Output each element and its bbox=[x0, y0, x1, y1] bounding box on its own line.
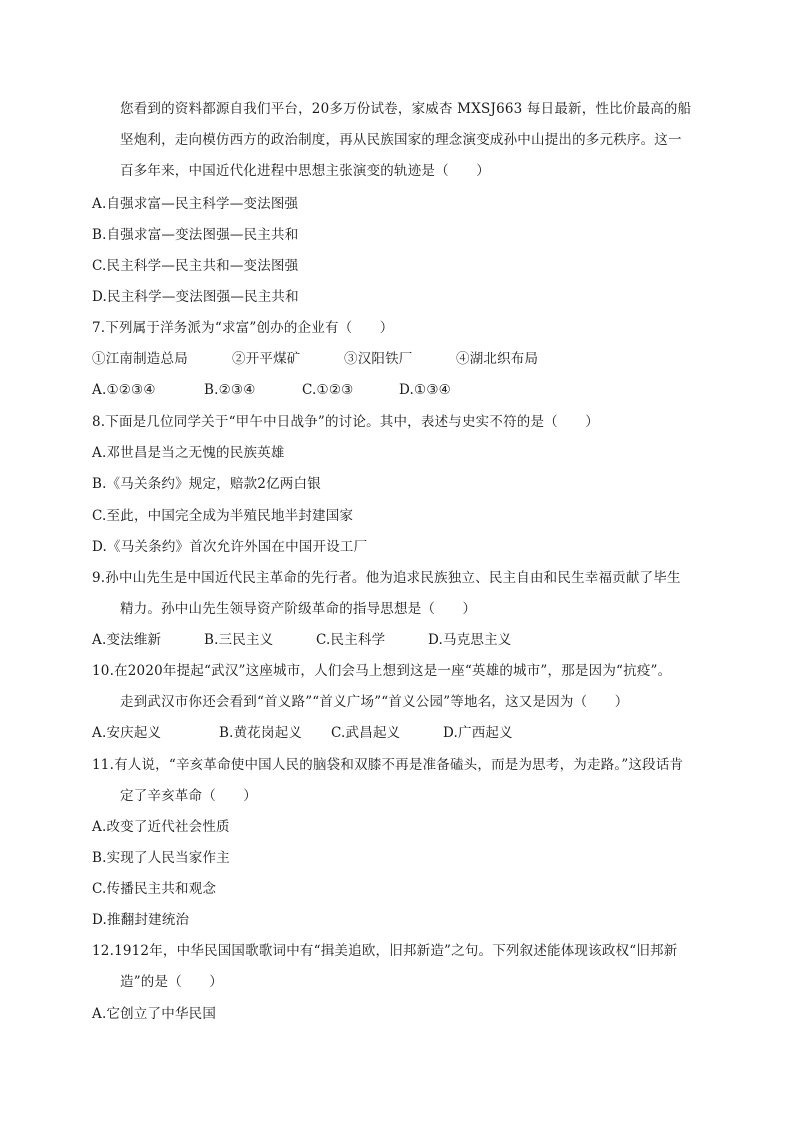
q10-option-b: B.黄花岗起义 bbox=[219, 725, 303, 741]
q8-option-a: A.邓世昌是当之无愧的民族英雄 bbox=[92, 445, 285, 461]
q10-option-d: D.广西起义 bbox=[443, 725, 513, 741]
q7-stem: 7.下列属于洋务派为“求富”创办的企业有（ ） bbox=[92, 320, 394, 336]
q9-options-row bbox=[92, 630, 512, 650]
q11-option-b: B.实现了人民当家作主 bbox=[92, 850, 230, 866]
q9-stem-line-1: 9.孙中山先生是中国近代民主革命的先行者。他为追求民族独立、民主自由和民生幸福贡献了毕生 bbox=[92, 570, 681, 586]
q7-item-4: ④湖北织布局 bbox=[456, 351, 539, 367]
q8-stem: 8.下面是几位同学关于“甲午中日战争”的讨论。其中，表述与史实不符的是（ ） bbox=[92, 414, 599, 430]
q7-item-3: ③汉阳铁厂 bbox=[344, 351, 413, 367]
q10-stem-line-1: 10.在2020年提起“武汉”这座城市，人们会马上想到这是一座“英雄的城市”，那是因为“抗疫”。 bbox=[92, 663, 672, 679]
q11-option-c: C.传播民主共和观念 bbox=[92, 881, 217, 897]
q7-option-d: D.①③④ bbox=[399, 382, 451, 398]
intro-option-d: D.民主科学—变法图强—民主共和 bbox=[92, 289, 299, 305]
intro-line-1: 您看到的资料都源自我们平台，20多万份试卷，家威杏 MXSJ663 每日最新，性比价最高的船 bbox=[120, 101, 692, 117]
q10-options-row bbox=[92, 723, 513, 743]
q7-item-2: ②开平煤矿 bbox=[232, 351, 301, 367]
q7-item-1: ①江南制造总局 bbox=[92, 351, 188, 367]
q7-options-row bbox=[92, 380, 451, 400]
q8-option-d: D.《马关条约》首次允许外国在中国开设工厂 bbox=[92, 539, 368, 555]
q7-option-a: A.①②③④ bbox=[92, 382, 156, 398]
q8-option-b: B.《马关条约》规定，赔款2亿两白银 bbox=[92, 476, 321, 492]
intro-option-a: A.自强求富—民主科学—变法图强 bbox=[92, 196, 299, 212]
q8-option-c: C.至此，中国完全成为半殖民地半封建国家 bbox=[92, 508, 354, 524]
q11-option-a: A.改变了近代社会性质 bbox=[92, 819, 230, 835]
q7-items-row bbox=[92, 349, 538, 369]
q11-option-d: D.推翻封建统治 bbox=[92, 912, 190, 928]
q12-option-a: A.它创立了中华民国 bbox=[92, 1006, 217, 1022]
intro-option-c: C.民主科学—民主共和—变法图强 bbox=[92, 258, 299, 274]
q9-option-c: C.民主科学 bbox=[316, 632, 386, 648]
q11-stem-line-2: 定了辛亥革命（ ） bbox=[120, 788, 257, 804]
q9-option-b: B.三民主义 bbox=[204, 632, 274, 648]
q12-stem-line-1: 12.1912年，中华民国国歌歌词中有“揖美追欧，旧邦新造”之句。下列叙述能体现该政权“旧邦新 bbox=[92, 943, 678, 959]
q12-stem-line-2: 造”的是（ ） bbox=[120, 974, 224, 990]
intro-line-3: 百多年来，中国近代化进程中思想主张演变的轨迹是（ ） bbox=[120, 163, 490, 179]
q11-stem-line-1: 11.有人说，“辛亥革命使中国人民的脑袋和双膝不再是准备磕头，而是为思考，为走路。”这段话肯 bbox=[92, 757, 684, 773]
q10-option-c: C.武昌起义 bbox=[331, 725, 401, 741]
q10-stem-line-2: 走到武汉市你还会看到“首义路”“首义广场”“首义公园”等地名，这又是因为（ ） bbox=[120, 694, 629, 710]
q7-option-c: C.①②③ bbox=[302, 382, 354, 398]
q9-option-d: D.马克思主义 bbox=[428, 632, 512, 648]
q7-option-b: B.②③④ bbox=[204, 382, 256, 398]
intro-option-b: B.自强求富—变法图强—民主共和 bbox=[92, 227, 299, 243]
intro-line-2: 坚炮利，走向模仿西方的政治制度，再从民族国家的理念演变成孙中山提出的多元秩序。这一 bbox=[120, 132, 682, 148]
q10-option-a: A.安庆起义 bbox=[92, 725, 162, 741]
q9-stem-line-2: 精力。孙中山先生领导资产阶级革命的指导思想是（ ） bbox=[120, 601, 477, 617]
q9-option-a: A.变法维新 bbox=[92, 632, 162, 648]
